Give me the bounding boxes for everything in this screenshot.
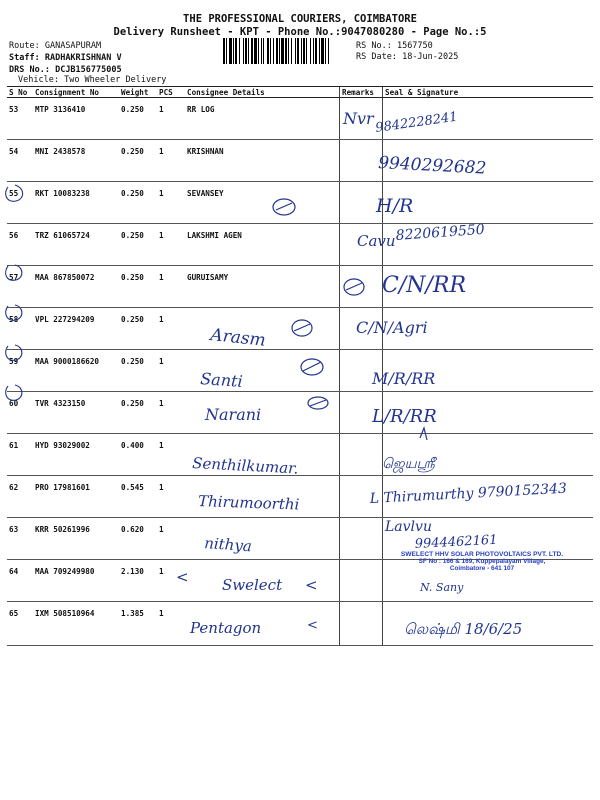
barcode-bar [325, 38, 326, 64]
cell-consignee: SEVANSEY [185, 182, 340, 224]
table-row [7, 182, 593, 224]
hw-63-name: nithya [203, 534, 253, 556]
cell-weight: 0.400 [119, 434, 157, 476]
col-header-pcs: PCS [157, 87, 185, 98]
barcode-bar [321, 38, 324, 64]
cell-seal-signature [383, 98, 594, 140]
cell-sno: 58 [7, 308, 33, 350]
table-row [7, 266, 593, 308]
hw-64-name: Swelect [222, 576, 283, 594]
cell-pcs: 1 [157, 350, 185, 392]
barcode-bar [310, 38, 311, 64]
vehicle-label: Vehicle: [18, 75, 59, 85]
barcode-bar [273, 38, 274, 64]
cell-weight: 0.250 [119, 392, 157, 434]
cell-remarks [340, 350, 383, 392]
cell-consignment: IXM 508510964 [33, 602, 119, 646]
cell-remarks [340, 266, 383, 308]
hw-64-arrows: < [176, 568, 189, 586]
hw-60-name: Narani [205, 405, 262, 424]
barcode-bar [254, 38, 257, 64]
barcode-image [223, 38, 351, 64]
barcode-bar [239, 38, 240, 64]
cell-pcs: 1 [157, 224, 185, 266]
cell-weight: 2.130 [119, 560, 157, 602]
barcode-bar [306, 38, 307, 64]
cell-pcs: 1 [157, 602, 185, 646]
cell-consignee [185, 350, 340, 392]
col-header-seal: Seal & Signature [383, 87, 594, 98]
cell-weight: 0.545 [119, 476, 157, 518]
barcode-bar [285, 38, 287, 64]
table-row [7, 392, 593, 434]
col-header-consignee: Consignee Details [185, 87, 340, 98]
table-row [7, 476, 593, 518]
stamp-line-3: Coimbatore - 641 107 [449, 565, 515, 572]
cell-remarks [340, 182, 383, 224]
hw-62-name: Thirumoorthi [197, 492, 300, 514]
table-row [7, 224, 593, 266]
table-row [7, 602, 593, 646]
cell-sno: 64 [7, 560, 33, 602]
cell-consignment: MTP 3136410 [33, 98, 119, 140]
barcode-bar [279, 38, 280, 64]
hw-57-seal: C/N/RR [382, 273, 467, 298]
route-line [9, 41, 101, 51]
barcode-bar [258, 38, 259, 64]
col-header-weight: Weight [119, 87, 157, 98]
hw-62-seal: L Thirumurthy 9790152343 [369, 480, 568, 507]
cell-sno: 59 [7, 350, 33, 392]
cell-sno: 53 [7, 98, 33, 140]
hw-60-seal: L/R/RR [372, 406, 437, 427]
table-row [7, 434, 593, 476]
cell-consignee [185, 392, 340, 434]
barcode-bar [229, 38, 232, 64]
vehicle-line [18, 75, 166, 85]
hw-59-seal: M/R/RR [372, 369, 436, 388]
cell-consignment: VPL 227294209 [33, 308, 119, 350]
cell-pcs: 1 [157, 560, 185, 602]
cell-seal-signature [383, 221, 594, 266]
barcode-bar [251, 38, 253, 64]
cell-sno: 56 [7, 224, 33, 266]
rs-no-line [356, 41, 433, 51]
cell-pcs: 1 [157, 392, 185, 434]
barcode-bar [263, 38, 264, 64]
cell-consignee [185, 602, 340, 646]
cell-consignment: KRR 50261996 [33, 518, 119, 560]
document-subtitle: Delivery Runsheet - KPT - Phone No.:9047080280 - Page No.:5 [113, 26, 487, 38]
cell-consignment: MAA 709249980 [33, 560, 119, 602]
barcode-bar [248, 38, 249, 64]
cell-consignee [185, 308, 340, 350]
cell-pcs: 1 [157, 308, 185, 350]
hw-55-seal: H/R [376, 195, 414, 217]
barcode-bar [301, 38, 302, 64]
cell-sno: 55 [7, 182, 33, 224]
cell-weight: 0.250 [119, 98, 157, 140]
cell-consignment: MAA 9000186620 [33, 350, 119, 392]
hw-58-name: Arasm [209, 325, 267, 351]
cell-weight: 0.250 [119, 182, 157, 224]
cell-remarks [340, 602, 383, 646]
cell-pcs: 1 [157, 140, 185, 182]
drs-label: DRS No.: [9, 65, 50, 75]
hw-65-name: Pentagon [190, 619, 262, 637]
hw-53-sign: Nvr [343, 109, 374, 128]
cell-sno: 61 [7, 434, 33, 476]
cell-seal-signature [383, 602, 594, 646]
table-header-row [7, 87, 593, 98]
cell-remarks [340, 476, 383, 518]
hw-56-seal: 8220619550 [395, 221, 486, 244]
cell-weight: 0.250 [119, 140, 157, 182]
hw-54-seal: 9940292682 [377, 153, 487, 179]
barcode-bar [276, 38, 278, 64]
barcode-bar [288, 38, 289, 64]
cell-remarks [340, 392, 383, 434]
cell-remarks [340, 224, 383, 266]
barcode-bar [270, 38, 271, 64]
table-row [7, 350, 593, 392]
barcode-bar [303, 38, 305, 64]
cell-consignee [185, 476, 340, 518]
rs-date-label: RS Date: [356, 52, 397, 62]
barcode-bar [295, 38, 296, 64]
staff-line [9, 53, 122, 63]
table-row [7, 98, 593, 140]
hw-64-arrows-right: < [305, 576, 318, 594]
barcode-bar [297, 38, 299, 64]
cell-consignee: RR LOG [185, 98, 340, 140]
cell-pcs: 1 [157, 266, 185, 308]
cell-seal-signature [383, 308, 594, 350]
hw-65-arrow: < [307, 618, 318, 633]
barcode-bar [315, 38, 317, 64]
rs-no-label: RS No.: [356, 41, 392, 51]
hw-56-sign: Cavu [357, 232, 396, 250]
cell-consignment: HYD 93029002 [33, 434, 119, 476]
cell-sno: 60 [7, 392, 33, 434]
hw-53-seal: 9842228241 [374, 109, 459, 136]
table-row [7, 308, 593, 350]
route-value: GANASAPURAM [44, 41, 102, 51]
company-stamp [372, 551, 592, 572]
cell-weight: 0.620 [119, 518, 157, 560]
cell-consignment: TVR 4323150 [33, 392, 119, 434]
cell-consignment: PRO 17981601 [33, 476, 119, 518]
barcode-bar [319, 38, 320, 64]
drs-value: DCJB156775005 [55, 65, 122, 75]
hw-61-name: Senthilkumar. [191, 454, 299, 478]
hw-65-sign: லெஷ்மி 18/6/25 [404, 620, 523, 638]
cell-weight: 1.385 [119, 602, 157, 646]
barcode-bar [281, 38, 284, 64]
stamp-line-1: SWELECT HHV SOLAR PHOTOVOLTAICS PVT. LTD. [400, 551, 564, 558]
cell-sno: 62 [7, 476, 33, 518]
col-header-sno: S No [7, 87, 33, 98]
cell-seal-signature [383, 140, 594, 182]
barcode-bar [226, 38, 227, 64]
rs-date-value: 18-Jun-2025 [402, 52, 459, 62]
drs-line [9, 65, 122, 75]
rs-date-line [356, 52, 458, 62]
vehicle-value: Two Wheeler Delivery [64, 75, 167, 85]
cell-consignee [185, 560, 340, 602]
stamp-line-2: SF No : 166 & 169, Kuppepalayam Village, [418, 558, 546, 565]
barcode-bar [261, 38, 262, 64]
cell-consignee [185, 434, 340, 476]
barcode-bar [328, 38, 329, 64]
cell-pcs: 1 [157, 182, 185, 224]
hw-61-sign: ஜெயஶ்ரீ [382, 456, 435, 472]
cell-consignment: TRZ 61065724 [33, 224, 119, 266]
cell-consignment: MNI 2438578 [33, 140, 119, 182]
cell-remarks [340, 98, 383, 140]
cell-pcs: 1 [157, 518, 185, 560]
cell-consignee [185, 518, 340, 560]
rs-no-value: 1567750 [396, 41, 433, 51]
hw-58-seal: C/N/Agri [356, 318, 428, 337]
col-header-remarks: Remarks [340, 87, 383, 98]
cell-sno: 63 [7, 518, 33, 560]
barcode-bar [233, 38, 234, 64]
cell-seal-signature [383, 266, 594, 308]
cell-sno: 57 [7, 266, 33, 308]
cell-seal-signature [383, 434, 594, 476]
cell-weight: 0.250 [119, 350, 157, 392]
col-header-consignment: Consignment No [33, 87, 119, 98]
staff-label: Staff: [9, 53, 40, 63]
cell-remarks [340, 308, 383, 350]
cell-seal-signature [383, 182, 594, 224]
cell-consignment: RKT 10083238 [33, 182, 119, 224]
cell-weight: 0.250 [119, 308, 157, 350]
staff-value: RADHAKRISHNAN V [44, 53, 122, 63]
cell-consignee: LAKSHMI AGEN [185, 224, 340, 266]
hw-63-seal: 9944462161 [414, 532, 498, 552]
cell-pcs: 1 [157, 434, 185, 476]
cell-remarks [340, 434, 383, 476]
cell-pcs: 1 [157, 98, 185, 140]
barcode-bar [243, 38, 244, 64]
barcode-bar [235, 38, 237, 64]
hw-64-sign: N. Sany [420, 581, 464, 594]
cell-sno: 54 [7, 140, 33, 182]
document-title: THE PROFESSIONAL COURIERS, COIMBATORE [183, 13, 417, 25]
cell-sno: 65 [7, 602, 33, 646]
cell-seal-signature [383, 476, 594, 518]
cell-consignee: KRISHNAN [185, 140, 340, 182]
cell-consignment: MAA 867850072 [33, 266, 119, 308]
cell-weight: 0.250 [119, 224, 157, 266]
cell-seal-signature [383, 350, 594, 392]
route-label: Route: [9, 41, 40, 51]
hw-59-name: Santi [199, 369, 244, 391]
barcode-bar [245, 38, 247, 64]
cell-seal-signature [383, 392, 594, 434]
barcode-bar [291, 38, 292, 64]
barcode-bar [223, 38, 225, 64]
table-row [7, 140, 593, 182]
cell-remarks [340, 140, 383, 182]
cell-pcs: 1 [157, 476, 185, 518]
hw-63-sign: Lavlvu [385, 519, 432, 535]
barcode-bar [313, 38, 314, 64]
cell-weight: 0.250 [119, 266, 157, 308]
barcode-bar [267, 38, 269, 64]
cell-consignee: GURUISAMY [185, 266, 340, 308]
